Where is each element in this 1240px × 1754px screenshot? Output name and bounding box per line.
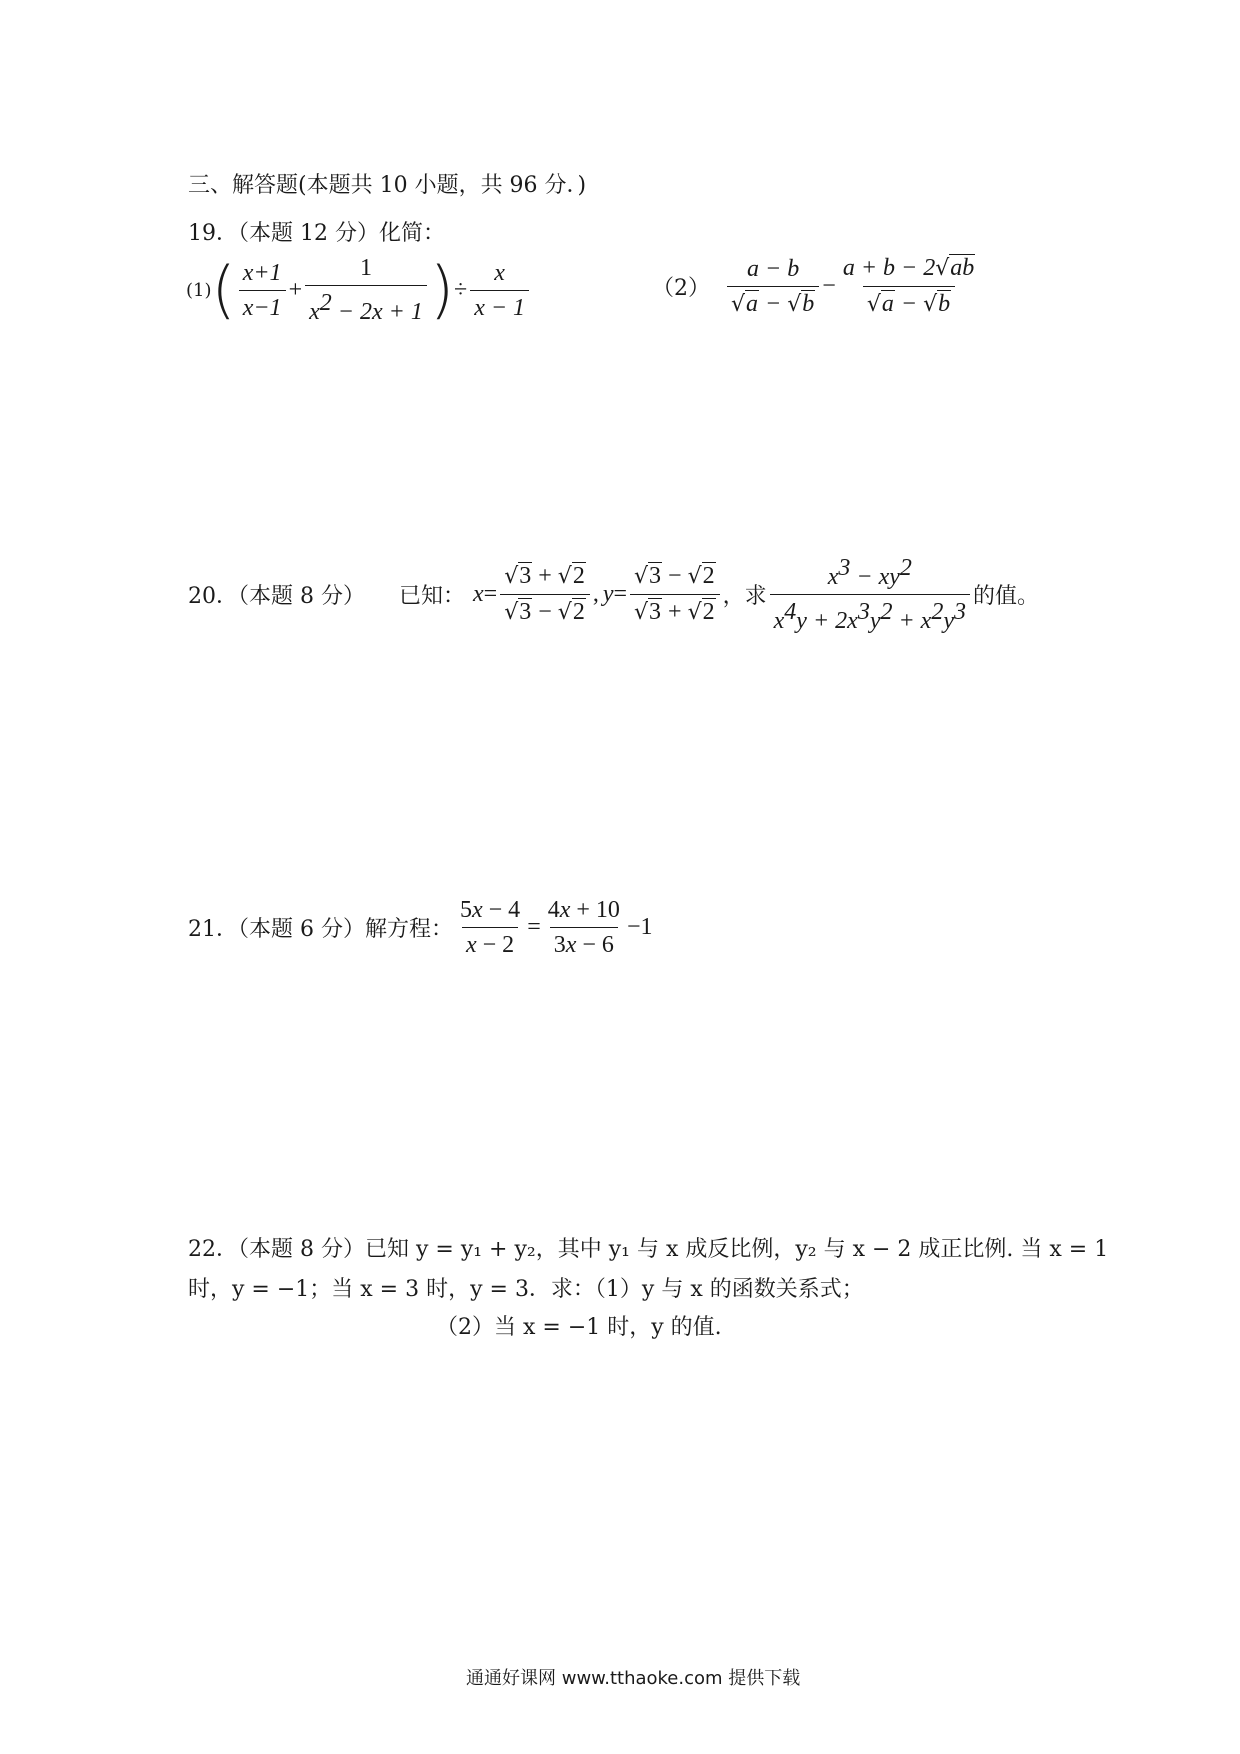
fraction: $\frac{√3 - √2}{√3 + √2}$	[630, 562, 720, 627]
question-19-part1: (1) ( $\frac{x+1}{x-1}$ + $\frac{1}{x^2 - 2x + 1}$ ) ÷ $\frac{x}{x - 1}$	[186, 254, 532, 326]
question-20-ask: ，求	[722, 584, 767, 609]
question-22-line2: 时，y = −1；当 x = 3 时，y = 3．求：（1）y 与 x 的函数关系式；	[188, 1277, 864, 1302]
question-20-known: 已知：	[398, 584, 465, 609]
part1-label: (1)	[186, 279, 212, 301]
fraction: $\frac{x^3 - xy^2}{x^4y + 2x^3y^2 + x^2y^3}$	[770, 554, 970, 635]
fraction: $\frac{x+1}{x-1}$	[239, 259, 286, 322]
fraction: $\frac{x}{x - 1}$	[470, 259, 529, 322]
part2-label: （2）	[652, 276, 710, 301]
question-19-part2: （2） $\frac{a - b}{√a - √b}$ − $\frac{a + b - 2√ab}{√a - √b}$	[652, 254, 982, 319]
fraction: $\frac{√3 + √2}{√3 - √2}$	[500, 562, 590, 627]
question-20-tail: 的值。	[972, 584, 1039, 609]
question-21: 21．（本题 6 分）解方程： $\frac{5x - 4}{x - 2}$ = $\frac{4x + 10}{3x - 6}$ −1	[188, 897, 653, 958]
fraction: $\frac{5x - 4}{x - 2}$	[459, 897, 521, 958]
fraction: $\frac{a - b}{√a - √b}$	[727, 255, 819, 319]
question-20-title: 20．（本题 8 分）	[188, 584, 365, 609]
question-20: 20．（本题 8 分） 已知： x = $\frac{√3 + √2}{√3 - √2}$ , y = $\frac{√3 - √2}{√3 + √2}$ ，求 $\frac{x^3 - xy^2}{x^4y + 2x^3y^2 + x^2y^3}$ 的值。	[188, 555, 1039, 634]
fraction: $\frac{1}{x^2 - 2x + 1}$	[305, 254, 427, 326]
section-header: 三、解答题(本题共 10 小题，共 96 分．)	[188, 173, 587, 198]
question-21-title: 21．（本题 6 分）解方程：	[188, 917, 453, 942]
question-19-title: 19．（本题 12 分）化简：	[188, 221, 445, 246]
right-paren: )	[429, 253, 455, 326]
fraction: $\frac{4x + 10}{3x - 6}$	[547, 897, 620, 958]
left-paren: (	[211, 253, 236, 326]
fraction: $\frac{a + b - 2√ab}{√a - √b}$	[842, 255, 975, 317]
question-22-line3: （2）当 x = −1 时，y 的值.	[436, 1315, 722, 1340]
question-22-line1: 22．（本题 8 分）已知 y = y₁ + y₂，其中 y₁ 与 x 成反比例，y₂ 与 x − 2 成正比例. 当 x = 1	[188, 1237, 1109, 1262]
footer: 通通好课网 www.tthaoke.com 提供下载	[466, 1668, 801, 1689]
